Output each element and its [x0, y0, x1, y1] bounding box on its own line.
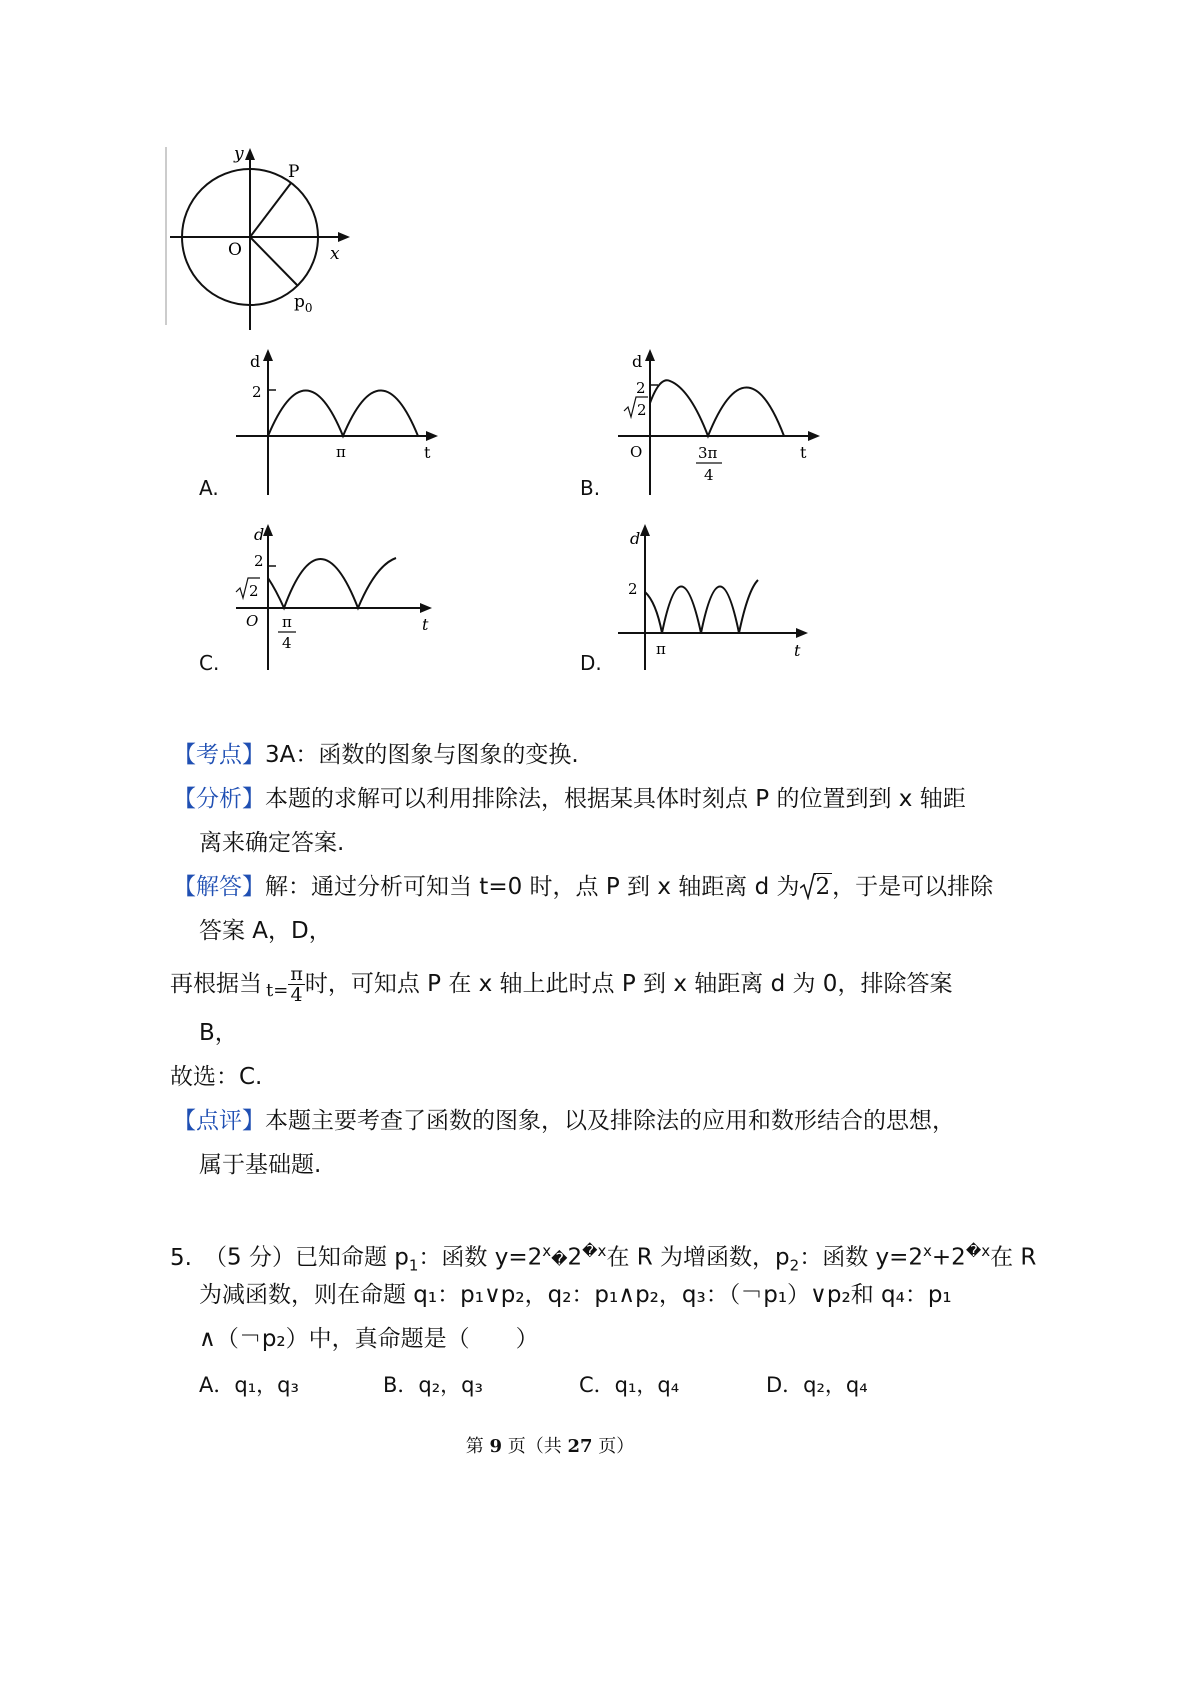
q5-line-3: ∧（￢p₂）中，真命题是（ ）	[199, 1326, 539, 1352]
dianping-text-1: 本题主要考查了函数的图象，以及排除法的应用和数形结合的思想，	[265, 1108, 955, 1134]
graph-b-t-label: t	[800, 443, 807, 462]
graph-c-d-label: d	[254, 525, 265, 544]
graph-b-3pi-label: 3π	[698, 444, 718, 462]
graph-a-t-label: t	[424, 443, 431, 462]
graph-a-t-arrow	[426, 431, 438, 441]
q5-option-a: A．q₁，q₃	[199, 1373, 299, 1397]
graph-c-t-arrow	[420, 603, 432, 613]
graph-a-curve	[268, 391, 418, 437]
option-d-label: D.	[580, 651, 602, 675]
origin-label: O	[228, 240, 242, 260]
graph-a-pi-label: π	[336, 443, 346, 461]
sqrt-sign	[800, 872, 816, 900]
graph-b-2-label: 2	[636, 379, 646, 397]
graph-c-pi-label: π	[282, 613, 292, 631]
q5-missing-glyph: �	[551, 1249, 568, 1269]
fenxi-text-1: 本题的求解可以利用排除法，根据某具体时刻点 P 的位置到到 x 轴距	[265, 786, 966, 812]
point-p-label: P	[288, 162, 300, 182]
q5-sup-3: x	[923, 1242, 932, 1260]
sqrt-expression	[800, 872, 833, 902]
footer-prefix: 第	[465, 1436, 490, 1457]
graph-d-d-label: d	[630, 529, 641, 548]
sqrt-radicand: 2	[815, 874, 831, 900]
graph-c-sqrt2-label: 2	[249, 582, 259, 600]
jieda-line-1	[173, 872, 993, 902]
jieda-text-1b: ，于是可以排除	[832, 874, 994, 900]
graph-c	[230, 520, 445, 675]
graph-a	[230, 345, 445, 500]
point-p0-label: $p_0$	[294, 292, 313, 315]
q5-text-g: 在 R	[990, 1244, 1037, 1271]
jieda-tag: 【解答】	[173, 874, 265, 900]
q5-sup-1: x	[542, 1242, 552, 1260]
y-axis-arrow	[245, 148, 255, 160]
kaodian-tag: 【考点】	[173, 742, 265, 768]
graph-b-curve	[650, 380, 784, 436]
fenxi-tag: 【分析】	[173, 786, 265, 812]
page-footer	[0, 1432, 1100, 1458]
graph-a-d-label: d	[250, 352, 261, 371]
jieda-line-4: B，	[199, 1020, 238, 1046]
graph-d-pi-label: π	[656, 640, 666, 658]
graph-d	[612, 520, 827, 675]
q5-number: 5.	[170, 1244, 192, 1271]
q5-line-1	[170, 1236, 1036, 1280]
option-c-label: C.	[199, 651, 220, 675]
q5-text-d: 在 R 为增函数，p	[606, 1244, 790, 1271]
graph-c-curve	[268, 558, 396, 608]
dianping-tag: 【点评】	[173, 1108, 265, 1134]
q5-text-f: +2	[931, 1244, 966, 1271]
graph-d-curve	[645, 580, 758, 633]
frac-num: π	[290, 962, 303, 985]
jieda-text-1a: 解：通过分析可知当 t=0 时，点 P 到 x 轴距离 d 为	[265, 874, 800, 900]
graph-b-d-label: d	[632, 352, 643, 371]
q5-options	[199, 1370, 1019, 1402]
graph-c-2-label: 2	[254, 552, 264, 570]
q5-option-b: B．q₂，q₃	[383, 1373, 483, 1397]
kaodian-line	[173, 740, 579, 770]
graph-d-2-label: 2	[628, 580, 638, 598]
q5-line-2: 为减函数，则在命题 q₁：p₁∨p₂，q₂：p₁∧p₂，q₃：（￢p₁）∨p₂和 q₄：p₁	[199, 1282, 952, 1308]
q5-sup-4: �x	[965, 1242, 991, 1260]
graph-b-4-label: 4	[704, 466, 714, 484]
graph-c-origin-label: O	[246, 612, 259, 630]
q5-p1-sub: 1	[408, 1256, 419, 1275]
line3-text-a: 再根据当	[170, 971, 262, 997]
graph-d-d-arrow	[640, 524, 650, 536]
unit-circle-figure	[160, 145, 360, 345]
q5-text-b: ：函数 y=2	[418, 1244, 543, 1271]
dianping-line-2: 属于基础题.	[199, 1152, 322, 1178]
option-b-label: B.	[580, 476, 601, 500]
q5-p2-sub: 2	[789, 1256, 800, 1275]
frac-den: 4	[290, 983, 303, 1006]
dianping-line-1	[173, 1106, 955, 1136]
y-label: y	[234, 145, 244, 164]
graph-a-d-arrow	[263, 349, 273, 361]
graph-c-t-label: t	[422, 615, 429, 634]
kaodian-text: 3A：函数的图象与图象的变换.	[265, 742, 579, 768]
line3-t-eq: t=	[266, 980, 289, 1001]
radius-op	[250, 183, 291, 237]
guxuan-line: 故选：C.	[170, 1064, 263, 1090]
footer-suffix: 页）	[592, 1436, 635, 1457]
jieda-line-3	[170, 960, 952, 1008]
q5-text-a: （5 分）已知命题 p	[204, 1244, 409, 1271]
graph-a-2-label: 2	[252, 383, 262, 401]
q5-text-e: ：函数 y=2	[799, 1244, 924, 1271]
x-label: x	[330, 244, 340, 264]
graph-b-sqrt2-label: 2	[637, 401, 647, 419]
q5-sup-2: �x	[582, 1242, 607, 1260]
radius-op0	[250, 237, 297, 285]
q5-option-d: D．q₂，q₄	[766, 1373, 868, 1397]
x-axis-arrow	[338, 232, 350, 242]
q5-text-c: 2	[567, 1244, 583, 1271]
pi-over-4-fraction	[288, 964, 305, 1005]
option-a-label: A.	[199, 476, 219, 500]
graph-c-d-arrow	[263, 524, 273, 536]
footer-page-number: 9	[489, 1436, 502, 1457]
q5-option-c: C．q₁，q₄	[579, 1373, 680, 1397]
graph-c-4-label: 4	[282, 634, 292, 652]
footer-total-pages: 27	[567, 1436, 593, 1457]
graph-b-d-arrow	[645, 349, 655, 361]
line3-text-b: 时，可知点 P 在 x 轴上此时点 P 到 x 轴距离 d 为 0，排除答案	[304, 971, 953, 997]
graph-b-origin-label: O	[630, 443, 643, 461]
graph-d-t-label: t	[794, 641, 801, 660]
graph-b-t-arrow	[808, 431, 820, 441]
graph-b	[612, 345, 827, 500]
fenxi-line-2: 离来确定答案.	[199, 830, 345, 856]
footer-mid: 页（共	[502, 1436, 568, 1457]
fenxi-line-1	[173, 784, 966, 814]
graph-d-t-arrow	[796, 628, 808, 638]
jieda-line-2: 答案 A，D，	[199, 918, 332, 944]
